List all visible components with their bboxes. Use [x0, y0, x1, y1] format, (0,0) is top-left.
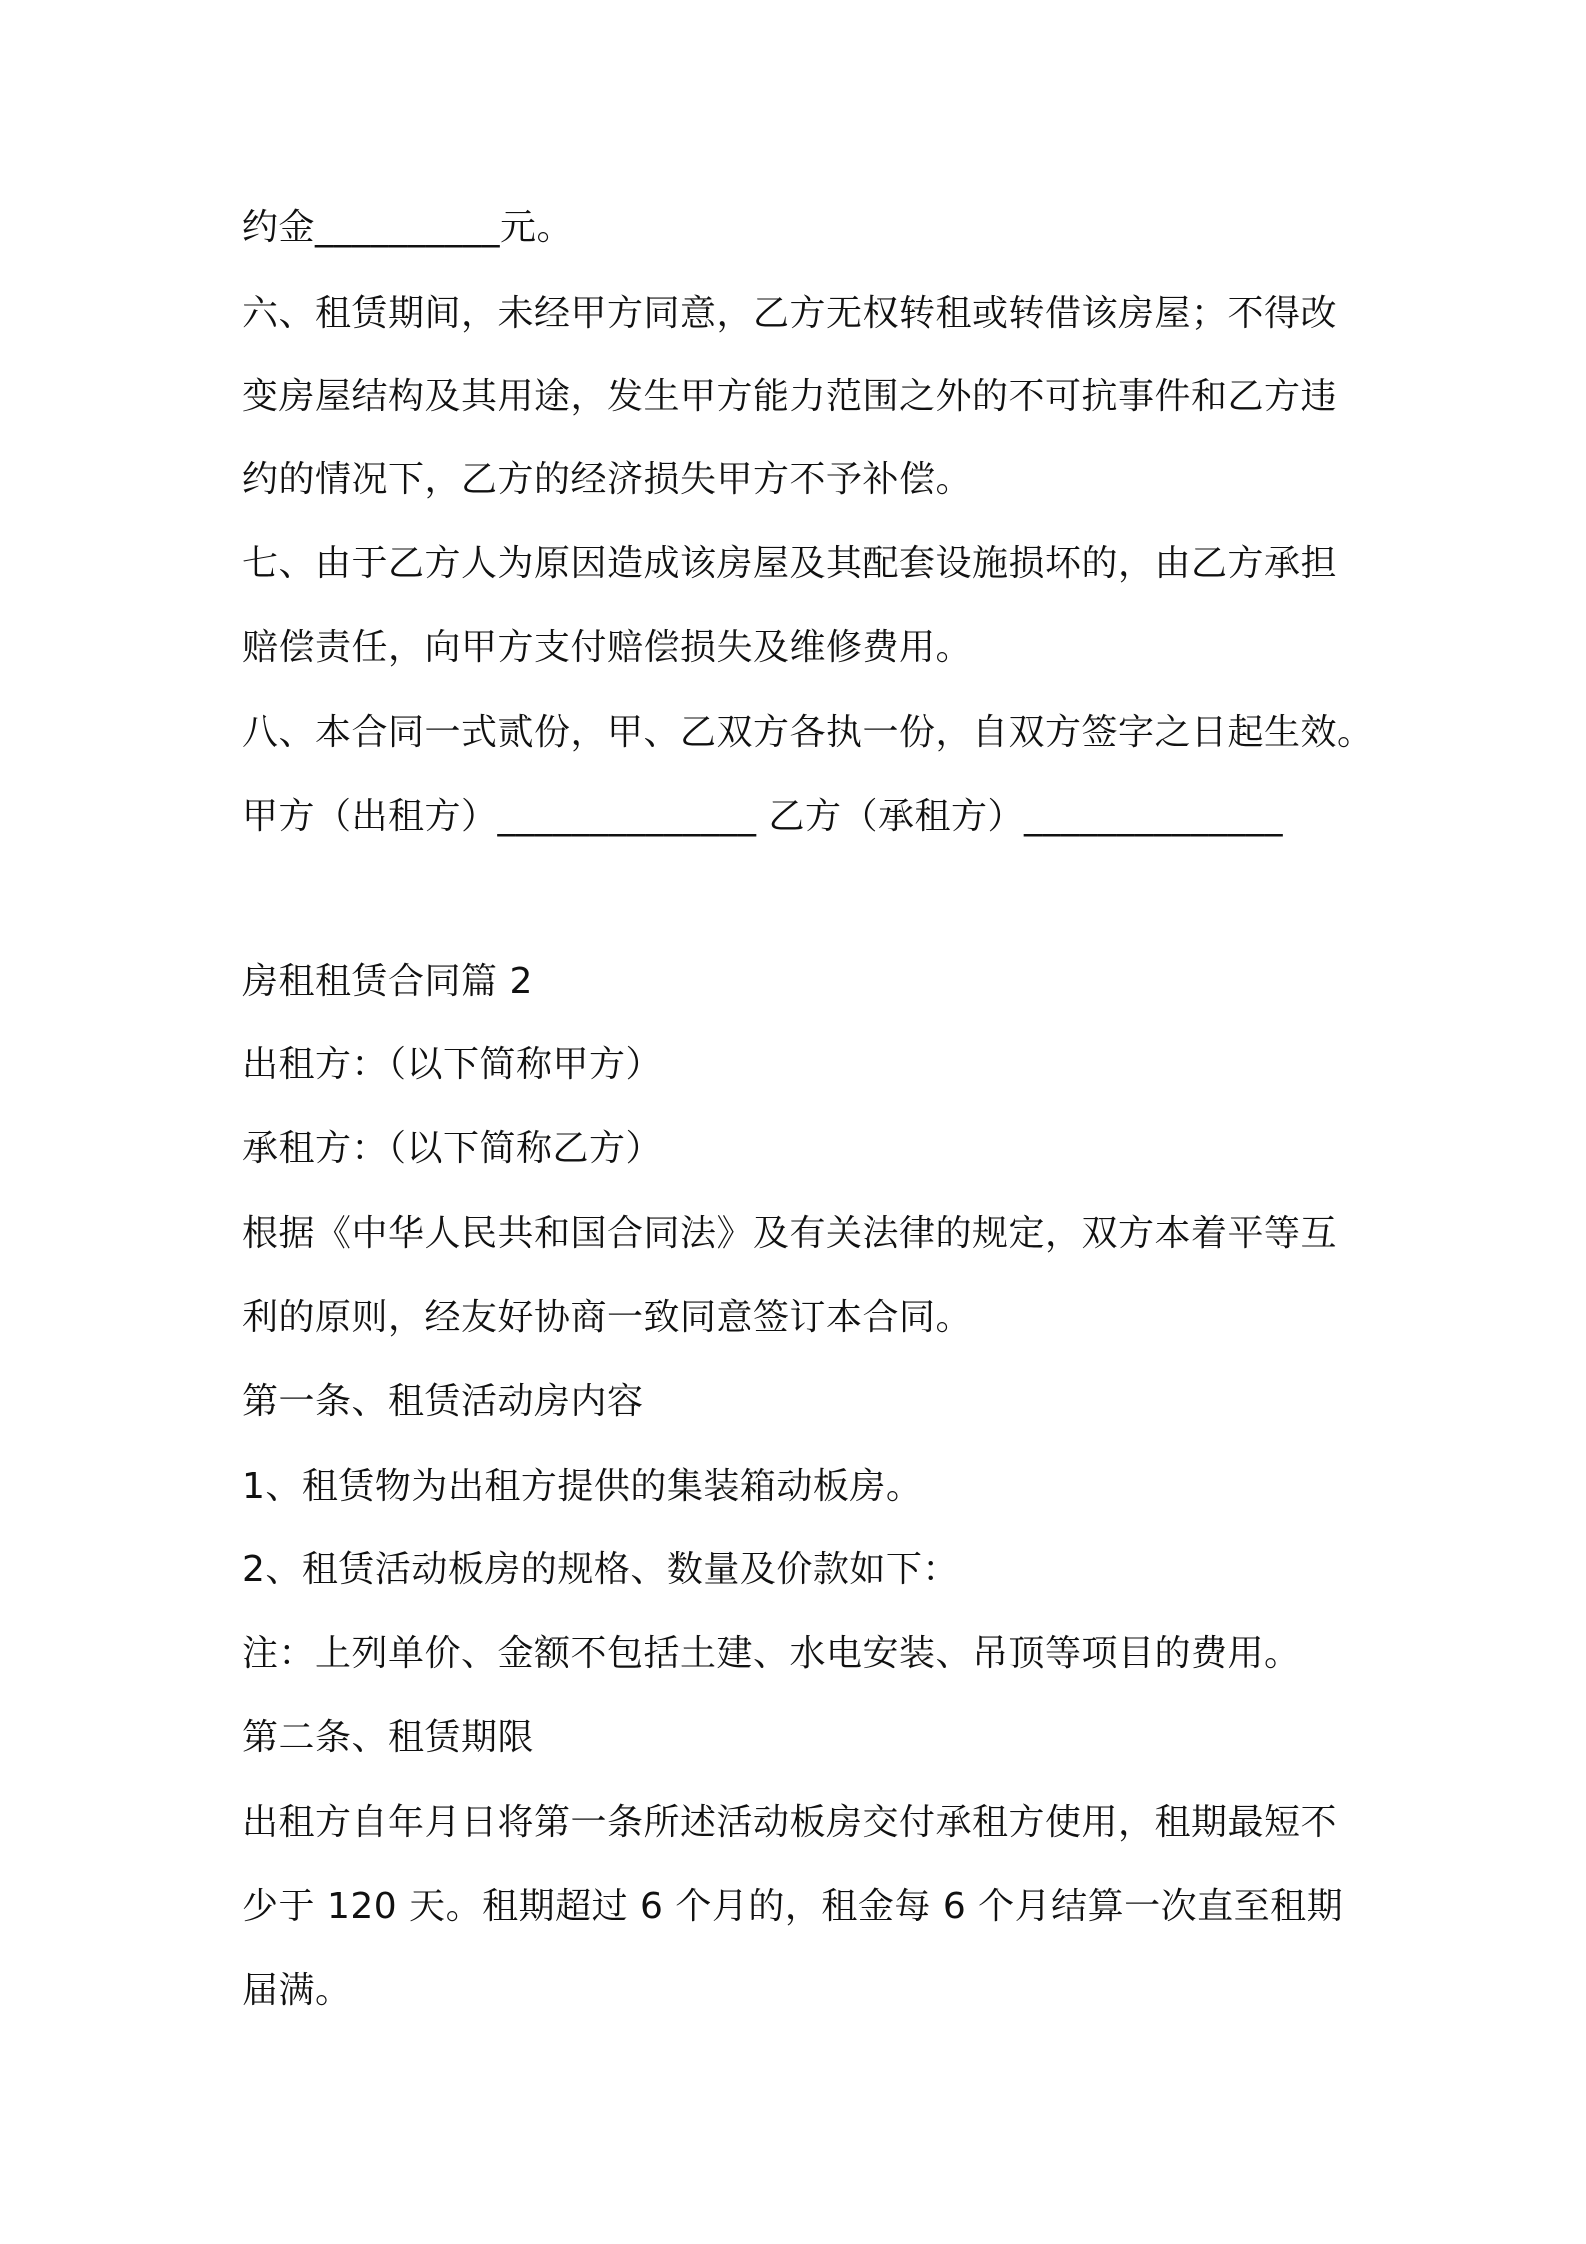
text-line-penalty-amount: 约金__________元。	[242, 207, 574, 248]
lessee-line: 承租方：（以下简称乙方）	[242, 1128, 663, 1169]
article-1-note: 注：上列单价、金额不包括土建、水电安装、吊顶等项目的费用。	[242, 1633, 1301, 1674]
text-line-clause-7-end: 赔偿责任，向甲方支付赔偿损失及维修费用。	[242, 627, 973, 668]
text-line-clause-8: 八、本合同一式贰份，甲、乙双方各执一份，自双方签字之日起生效。	[242, 712, 1374, 753]
text-line-clause-7: 七、由于乙方人为原因造成该房屋及其配套设施损坏的，由乙方承担	[242, 543, 1338, 584]
signature-line: 甲方（出租方）______________ 乙方（承租方）______________	[242, 796, 1283, 837]
article-2-text-end: 届满。	[242, 1970, 352, 2011]
article-2-text-cont: 少于 120 天。租期超过 6 个月的，租金每 6 个月结算一次直至租期	[242, 1886, 1344, 1927]
article-1-item-1: 1、租赁物为出租方提供的集装箱动板房。	[242, 1466, 923, 1507]
text-line-preamble: 根据《中华人民共和国合同法》及有关法律的规定，双方本着平等互	[242, 1213, 1338, 1254]
text-line-clause-6: 六、租赁期间，未经甲方同意，乙方无权转租或转借该房屋；不得改	[242, 293, 1338, 334]
text-line-preamble-end: 利的原则，经友好协商一致同意签订本合同。	[242, 1297, 973, 1338]
article-2-heading: 第二条、租赁期限	[242, 1717, 535, 1758]
article-2-text: 出租方自年月日将第一条所述活动板房交付承租方使用，租期最短不	[242, 1802, 1338, 1843]
text-line-clause-6-cont: 变房屋结构及其用途，发生甲方能力范围之外的不可抗事件和乙方违	[242, 376, 1338, 417]
text-line-clause-6-end: 约的情况下，乙方的经济损失甲方不予补偿。	[242, 459, 973, 500]
article-1-item-2: 2、租赁活动板房的规格、数量及价款如下：	[242, 1549, 959, 1590]
article-1-heading: 第一条、租赁活动房内容	[242, 1381, 644, 1422]
section-title: 房租租赁合同篇 2	[242, 961, 533, 1002]
lessor-line: 出租方：（以下简称甲方）	[242, 1044, 663, 1085]
